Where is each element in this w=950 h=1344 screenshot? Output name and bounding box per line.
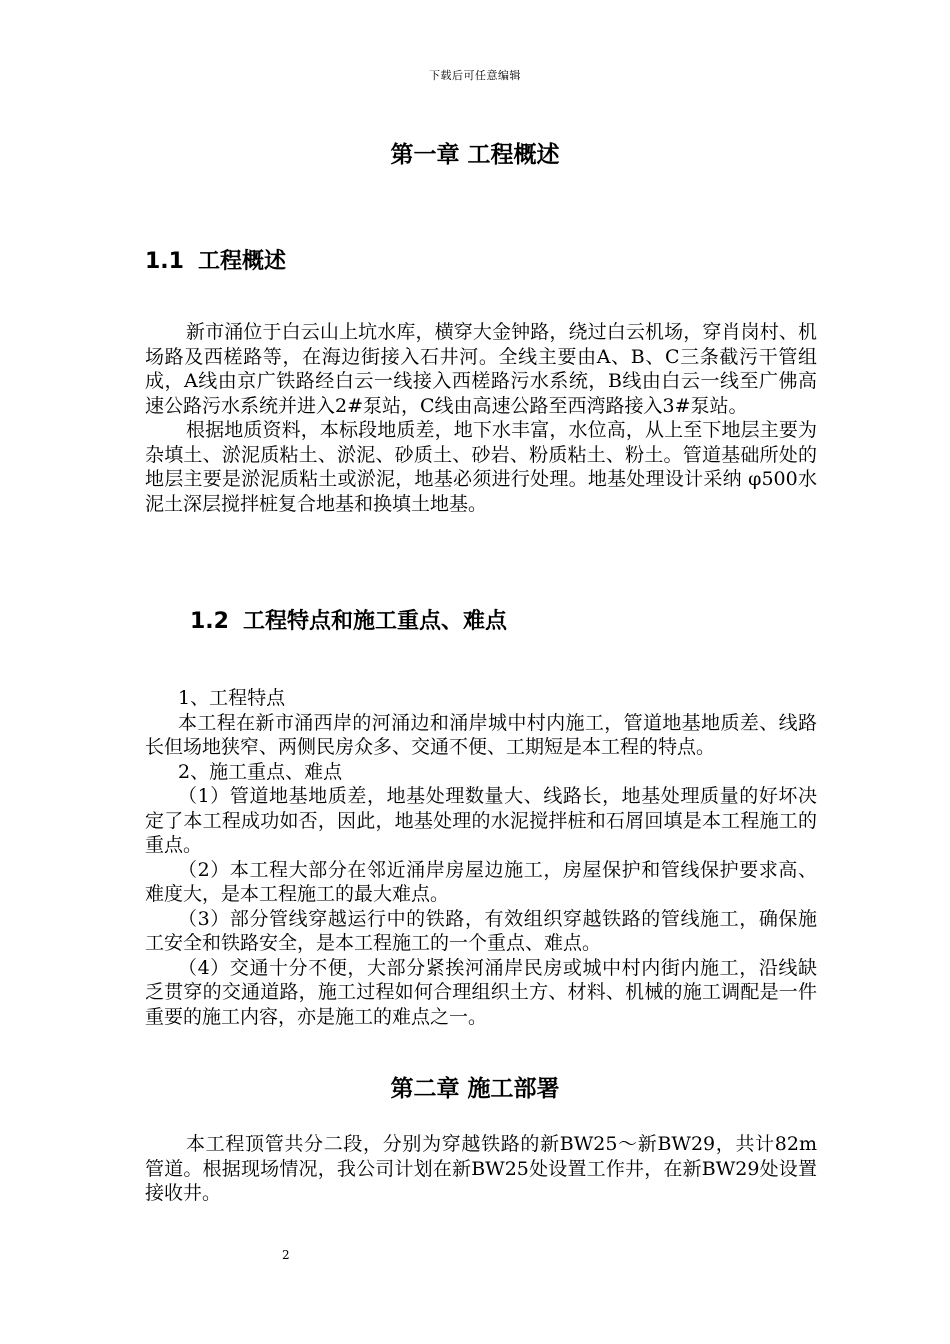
chapter-2-body <box>145 1132 817 1206</box>
section-1-1-body <box>145 320 817 516</box>
section-1-1-heading <box>145 244 286 275</box>
chapter-2-title: 第二章 施工部署 <box>390 1076 560 1102</box>
page-header: 下载后可任意编辑 <box>429 69 521 82</box>
paragraph-route: 新市涌位于白云山上坑水库，横穿大金钟路，绕过白云机场，穿肖岗村、机场路及西槎路等，在海边街接入石井河。全线主要由A、B、C三条截污干管组成，A线由京广铁路经白云一线接入西槎路污水系统，B线由白云一线至广佛高速公路污水系统并进入2#泵站，C线由高速公路至西湾路接入3#泵站。 <box>145 321 817 417</box>
chapter-1-title: 第一章 工程概述 <box>390 142 560 168</box>
section-1-2-number: 1.2 <box>190 609 229 634</box>
paragraph-geology: 根据地质资料，本标段地质差，地下水丰富，水位高，从上至下地层主要为杂填土、淤泥质粘土、淤泥、砂质土、砂岩、粉质粘土、粉土。管道基础所处的地层主要是淤泥质粘土或淤泥，地基必须进行处理。地基处理设计采纳 φ500水泥土深层搅拌桩复合地基和换填土地基。 <box>145 419 817 515</box>
section-1-1-title: 工程概述 <box>197 249 286 274</box>
item-key-point-1: （1）管道地基地质差，地基处理数量大、线路长，地基处理质量的好坏决定了本工程成功如否，因此，地基处理的水泥搅拌桩和石屑回填是本工程施工的重点。 <box>145 785 817 856</box>
item-features-text: 本工程在新市涌西岸的河涌边和涌岸城中村内施工，管道地基地质差、线路长但场地狭窄、两侧民房众多、交通不便、工期短是本工程的特点。 <box>145 711 817 758</box>
item-key-points-heading: 2、施工重点、难点 <box>178 760 343 783</box>
section-1-2-heading <box>190 604 507 635</box>
section-1-2-body <box>145 686 817 1029</box>
item-key-point-4: （4）交通十分不便，大部分紧挨河涌岸民房或城中村内街内施工，沿线缺乏贯穿的交通道路，施工过程如何合理组织土方、材料、机械的施工调配是一件重要的施工内容，亦是施工的难点之一。 <box>145 956 817 1028</box>
item-key-point-3: （3）部分管线穿越运行中的铁路，有效组织穿越铁路的管线施工，确保施工安全和铁路安全，是本工程施工的一个重点、难点。 <box>145 907 817 954</box>
paragraph-jacking: 本工程顶管共分二段，分别为穿越铁路的新BW25～新BW29，共计82m管道。根据现场情况，我公司计划在新BW25处设置工作井，在新BW29处设置接收井。 <box>145 1133 817 1204</box>
item-key-point-2: （2）本工程大部分在邻近涌岸房屋边施工，房屋保护和管线保护要求高、难度大，是本工程施工的最大难点。 <box>145 858 817 905</box>
section-1-2-title: 工程特点和施工重点、难点 <box>242 609 507 634</box>
page-number: 2 <box>282 1248 290 1262</box>
section-1-1-number: 1.1 <box>145 249 184 274</box>
item-features-heading: 1、工程特点 <box>178 687 286 709</box>
